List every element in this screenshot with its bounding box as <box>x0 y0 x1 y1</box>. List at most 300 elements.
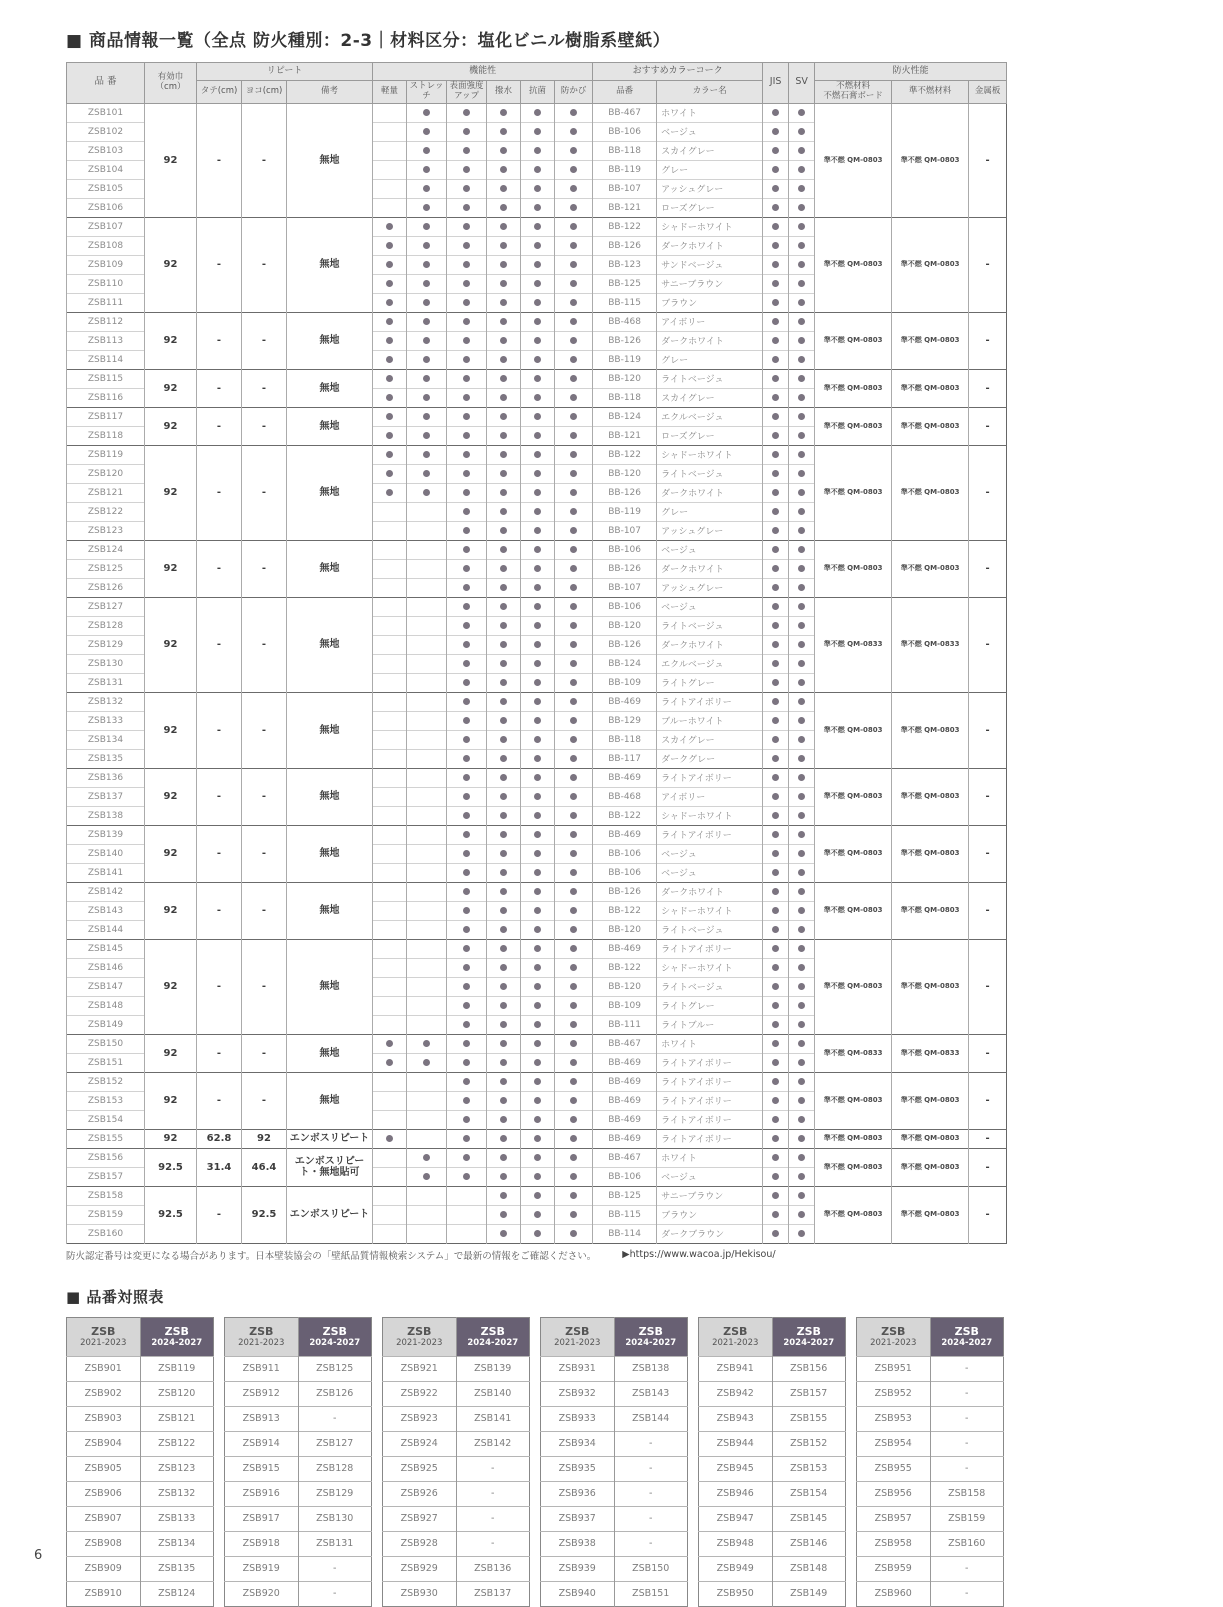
old-code-cell: ZSB944 <box>699 1431 773 1456</box>
dot-icon <box>500 128 507 135</box>
dot-icon <box>463 774 470 781</box>
note-cell: 無地 <box>287 1034 373 1072</box>
function-cell <box>447 958 487 977</box>
new-code-cell: ZSB135 <box>140 1556 214 1581</box>
function-cell <box>373 787 407 806</box>
sv-cell <box>789 958 815 977</box>
old-code-cell: ZSB949 <box>699 1556 773 1581</box>
width-cell: 92 <box>145 768 197 825</box>
comparison-row <box>699 1581 846 1606</box>
dot-icon <box>423 413 430 420</box>
fire-quasi-cell: 準不燃 QM-0803 <box>892 939 969 1034</box>
dot-icon <box>463 128 470 135</box>
old-code-cell: ZSB911 <box>225 1356 299 1381</box>
color-name-cell: ライトアイボリー <box>657 1091 763 1110</box>
product-row <box>67 1072 1007 1091</box>
comparison-row <box>857 1531 1004 1556</box>
product-row <box>67 103 1007 122</box>
function-cell <box>487 673 521 692</box>
color-code-cell: BB-469 <box>593 1072 657 1091</box>
product-code-cell: ZSB157 <box>67 1167 145 1186</box>
comparison-row <box>383 1406 530 1431</box>
product-row <box>67 369 1007 388</box>
dot-icon <box>463 489 470 496</box>
function-cell <box>487 312 521 331</box>
function-cell <box>407 312 447 331</box>
comparison-row <box>699 1531 846 1556</box>
function-cell <box>487 1091 521 1110</box>
dot-icon <box>500 1002 507 1009</box>
function-cell <box>521 1167 555 1186</box>
dot-icon <box>798 1173 805 1180</box>
fire-metal-cell: - <box>969 445 1007 540</box>
function-cell <box>373 920 407 939</box>
new-code-cell: - <box>298 1556 372 1581</box>
new-code-cell: - <box>614 1431 688 1456</box>
dot-icon <box>534 413 541 420</box>
jis-cell <box>763 673 789 692</box>
function-cell <box>555 692 593 711</box>
function-cell <box>447 1224 487 1243</box>
dot-icon <box>570 1154 577 1161</box>
dot-icon <box>534 1078 541 1085</box>
function-cell <box>447 255 487 274</box>
function-cell <box>487 996 521 1015</box>
new-code-cell: ZSB129 <box>298 1481 372 1506</box>
old-code-cell: ZSB930 <box>383 1581 457 1606</box>
fire-quasi-cell: 準不燃 QM-0803 <box>892 217 969 312</box>
function-cell <box>407 1091 447 1110</box>
color-code-cell: BB-468 <box>593 312 657 331</box>
product-row <box>67 597 1007 616</box>
function-cell <box>521 502 555 521</box>
function-cell <box>487 445 521 464</box>
dot-icon <box>798 945 805 952</box>
color-code-cell: BB-119 <box>593 160 657 179</box>
old-code-cell: ZSB905 <box>67 1456 141 1481</box>
function-cell <box>373 559 407 578</box>
dot-icon <box>534 831 541 838</box>
function-cell <box>373 1110 407 1129</box>
dot-icon <box>463 812 470 819</box>
color-name-cell: ライトアイボリー <box>657 1110 763 1129</box>
dot-icon <box>534 128 541 135</box>
product-code-cell: ZSB120 <box>67 464 145 483</box>
function-cell <box>407 1167 447 1186</box>
jis-cell <box>763 407 789 426</box>
dot-icon <box>570 242 577 249</box>
product-row <box>67 540 1007 559</box>
dot-icon <box>500 147 507 154</box>
new-code-cell: - <box>930 1406 1004 1431</box>
dot-icon <box>570 660 577 667</box>
dot-icon <box>798 1002 805 1009</box>
product-code-cell: ZSB128 <box>67 616 145 635</box>
repeat-tate-cell: - <box>197 1186 242 1243</box>
function-cell <box>373 958 407 977</box>
color-name-cell: スカイグレー <box>657 730 763 749</box>
comparison-row <box>383 1506 530 1531</box>
dot-icon <box>570 1002 577 1009</box>
width-cell: 92 <box>145 540 197 597</box>
function-cell <box>521 768 555 787</box>
function-cell <box>407 255 447 274</box>
jis-cell <box>763 578 789 597</box>
old-code-cell: ZSB925 <box>383 1456 457 1481</box>
header-fire-metal: 金属板 <box>969 81 1007 104</box>
product-code-cell: ZSB142 <box>67 882 145 901</box>
dot-icon <box>463 888 470 895</box>
dot-icon <box>570 622 577 629</box>
function-cell <box>555 1034 593 1053</box>
function-cell <box>407 730 447 749</box>
dot-icon <box>500 641 507 648</box>
dot-icon <box>772 451 779 458</box>
function-cell <box>487 749 521 768</box>
comparison-row <box>541 1531 688 1556</box>
fire-quasi-cell: 準不燃 QM-0803 <box>892 445 969 540</box>
fire-noncombustible-cell: 準不燃 QM-0803 <box>815 1129 892 1148</box>
fire-certification-note <box>66 1248 1010 1262</box>
color-code-cell: BB-468 <box>593 787 657 806</box>
new-code-cell: ZSB132 <box>140 1481 214 1506</box>
function-cell <box>407 1186 447 1205</box>
dot-icon <box>534 755 541 762</box>
function-cell <box>447 521 487 540</box>
dot-icon <box>570 356 577 363</box>
jis-cell <box>763 502 789 521</box>
product-row <box>67 1034 1007 1053</box>
dot-icon <box>570 489 577 496</box>
function-cell <box>555 350 593 369</box>
new-code-cell: ZSB149 <box>772 1581 846 1606</box>
dot-icon <box>772 1078 779 1085</box>
function-cell <box>407 958 447 977</box>
fire-quasi-cell: 準不燃 QM-0803 <box>892 1186 969 1243</box>
repeat-yoko-cell: - <box>242 312 287 369</box>
note-cell: 無地 <box>287 1072 373 1129</box>
function-cell <box>407 616 447 635</box>
function-cell <box>407 426 447 445</box>
old-code-cell: ZSB934 <box>541 1431 615 1456</box>
function-cell <box>447 274 487 293</box>
note-cell: エンボスリピート <box>287 1186 373 1243</box>
product-code-cell: ZSB109 <box>67 255 145 274</box>
color-name-cell: エクルベージュ <box>657 407 763 426</box>
function-cell <box>447 312 487 331</box>
color-code-cell: BB-122 <box>593 445 657 464</box>
function-cell <box>447 635 487 654</box>
sv-cell <box>789 141 815 160</box>
function-cell <box>407 1224 447 1243</box>
product-code-cell: ZSB160 <box>67 1224 145 1243</box>
product-row <box>67 445 1007 464</box>
sv-cell <box>789 103 815 122</box>
function-cell <box>555 1053 593 1072</box>
header-func-antibacterial: 抗菌 <box>521 81 555 104</box>
color-code-cell: BB-120 <box>593 977 657 996</box>
dot-icon <box>798 1230 805 1237</box>
repeat-yoko-cell: - <box>242 692 287 768</box>
dot-icon <box>534 546 541 553</box>
function-cell <box>555 1072 593 1091</box>
function-cell <box>555 882 593 901</box>
function-cell <box>487 236 521 255</box>
product-code-cell: ZSB159 <box>67 1205 145 1224</box>
dot-icon <box>463 869 470 876</box>
function-cell <box>447 426 487 445</box>
function-cell <box>555 103 593 122</box>
sv-cell <box>789 407 815 426</box>
dot-icon <box>772 337 779 344</box>
sv-cell <box>789 521 815 540</box>
function-cell <box>555 274 593 293</box>
dot-icon <box>500 375 507 382</box>
function-cell <box>521 1110 555 1129</box>
function-cell <box>521 236 555 255</box>
color-code-cell: BB-119 <box>593 350 657 369</box>
function-cell <box>521 483 555 502</box>
dot-icon <box>772 413 779 420</box>
width-cell: 92 <box>145 882 197 939</box>
color-code-cell: BB-118 <box>593 730 657 749</box>
fire-quasi-cell: 準不燃 QM-0803 <box>892 768 969 825</box>
new-code-cell: ZSB139 <box>456 1356 530 1381</box>
dot-icon <box>500 185 507 192</box>
function-cell <box>407 920 447 939</box>
dot-icon <box>500 470 507 477</box>
function-cell <box>373 407 407 426</box>
product-code-cell: ZSB122 <box>67 502 145 521</box>
dot-icon <box>798 318 805 325</box>
new-code-cell: ZSB131 <box>298 1531 372 1556</box>
dot-icon <box>798 1154 805 1161</box>
function-cell <box>521 559 555 578</box>
product-row <box>67 407 1007 426</box>
dot-icon <box>798 432 805 439</box>
note-cell: エンボスリピート・無地貼可 <box>287 1148 373 1186</box>
comparison-row <box>541 1381 688 1406</box>
sv-cell <box>789 1205 815 1224</box>
jis-cell <box>763 198 789 217</box>
dot-icon <box>772 679 779 686</box>
new-code-cell: ZSB144 <box>614 1406 688 1431</box>
function-cell <box>487 160 521 179</box>
dot-icon <box>798 337 805 344</box>
dot-icon <box>772 869 779 876</box>
function-cell <box>447 540 487 559</box>
product-code-cell: ZSB145 <box>67 939 145 958</box>
dot-icon <box>772 128 779 135</box>
dot-icon <box>798 679 805 686</box>
dot-icon <box>423 394 430 401</box>
dot-icon <box>386 242 393 249</box>
function-cell <box>555 863 593 882</box>
dot-icon <box>772 1097 779 1104</box>
sv-cell <box>789 483 815 502</box>
dot-icon <box>798 546 805 553</box>
dot-icon <box>772 470 779 477</box>
dot-icon <box>386 356 393 363</box>
color-name-cell: アッシュグレー <box>657 521 763 540</box>
dot-icon <box>772 109 779 116</box>
old-code-cell: ZSB919 <box>225 1556 299 1581</box>
product-code-cell: ZSB108 <box>67 236 145 255</box>
new-code-cell: ZSB160 <box>930 1531 1004 1556</box>
old-code-cell: ZSB912 <box>225 1381 299 1406</box>
sv-cell <box>789 1091 815 1110</box>
dot-icon <box>798 1078 805 1085</box>
dot-icon <box>772 603 779 610</box>
dot-icon <box>798 261 805 268</box>
header-fire-noncombustible: 不燃材料 不燃石膏ボード <box>815 81 892 104</box>
product-code-cell: ZSB102 <box>67 122 145 141</box>
dot-icon <box>772 394 779 401</box>
old-code-cell: ZSB904 <box>67 1431 141 1456</box>
sv-cell <box>789 426 815 445</box>
function-cell <box>373 1034 407 1053</box>
dot-icon <box>570 223 577 230</box>
function-cell <box>447 825 487 844</box>
dot-icon <box>798 147 805 154</box>
dot-icon <box>500 413 507 420</box>
function-cell <box>555 1091 593 1110</box>
dot-icon <box>772 831 779 838</box>
function-cell <box>447 1129 487 1148</box>
new-code-cell: ZSB133 <box>140 1506 214 1531</box>
color-name-cell: アイボリー <box>657 312 763 331</box>
old-code-cell: ZSB927 <box>383 1506 457 1531</box>
function-cell <box>447 996 487 1015</box>
function-cell <box>447 1148 487 1167</box>
function-cell <box>447 1072 487 1091</box>
function-cell <box>487 1110 521 1129</box>
jis-cell <box>763 730 789 749</box>
comparison-row <box>857 1406 1004 1431</box>
product-code-cell: ZSB107 <box>67 217 145 236</box>
sv-cell <box>789 1224 815 1243</box>
old-code-cell: ZSB928 <box>383 1531 457 1556</box>
dot-icon <box>423 1173 430 1180</box>
dot-icon <box>500 223 507 230</box>
function-cell <box>521 388 555 407</box>
sv-cell <box>789 768 815 787</box>
product-code-cell: ZSB123 <box>67 521 145 540</box>
new-code-cell: - <box>930 1356 1004 1381</box>
color-name-cell: アイボリー <box>657 787 763 806</box>
function-cell <box>407 350 447 369</box>
fire-metal-cell: - <box>969 217 1007 312</box>
dot-icon <box>423 489 430 496</box>
product-code-cell: ZSB110 <box>67 274 145 293</box>
dot-icon <box>534 793 541 800</box>
new-code-cell: ZSB138 <box>614 1356 688 1381</box>
dot-icon <box>423 318 430 325</box>
dot-icon <box>500 736 507 743</box>
new-code-cell: ZSB137 <box>456 1581 530 1606</box>
function-cell <box>447 1015 487 1034</box>
sv-cell <box>789 597 815 616</box>
old-code-cell: ZSB909 <box>67 1556 141 1581</box>
old-code-cell: ZSB921 <box>383 1356 457 1381</box>
note-cell: 無地 <box>287 407 373 445</box>
arrow-marker-icon: ▶ <box>622 1249 630 1261</box>
header-func-surface: 表面強度アップ <box>447 81 487 104</box>
function-cell <box>521 217 555 236</box>
new-code-cell: - <box>930 1556 1004 1581</box>
dot-icon <box>423 109 430 116</box>
dot-icon <box>798 1192 805 1199</box>
dot-icon <box>423 1040 430 1047</box>
function-cell <box>407 711 447 730</box>
color-name-cell: ダークホワイト <box>657 882 763 901</box>
function-cell <box>555 730 593 749</box>
dot-icon <box>463 204 470 211</box>
old-code-cell: ZSB913 <box>225 1406 299 1431</box>
function-cell <box>555 939 593 958</box>
dot-icon <box>798 527 805 534</box>
color-name-cell: ローズグレー <box>657 426 763 445</box>
function-cell <box>521 1129 555 1148</box>
color-code-cell: BB-126 <box>593 483 657 502</box>
function-cell <box>407 274 447 293</box>
dot-icon <box>500 261 507 268</box>
dot-icon <box>772 565 779 572</box>
function-cell <box>555 521 593 540</box>
comparison-table <box>698 1317 846 1607</box>
function-cell <box>373 1167 407 1186</box>
color-name-cell: サニーブラウン <box>657 274 763 293</box>
dot-icon <box>463 755 470 762</box>
sv-cell <box>789 1129 815 1148</box>
dot-icon <box>798 1021 805 1028</box>
dot-icon <box>534 166 541 173</box>
old-code-cell: ZSB959 <box>857 1556 931 1581</box>
dot-icon <box>463 964 470 971</box>
dot-icon <box>500 1135 507 1142</box>
function-cell <box>447 806 487 825</box>
function-cell <box>447 616 487 635</box>
dot-icon <box>570 128 577 135</box>
dot-icon <box>570 204 577 211</box>
old-code-cell: ZSB923 <box>383 1406 457 1431</box>
function-cell <box>407 369 447 388</box>
color-code-cell: BB-120 <box>593 920 657 939</box>
function-cell <box>555 578 593 597</box>
function-cell <box>487 730 521 749</box>
fire-note-link[interactable]: ▶https://www.wacoa.jp/Hekisou/ <box>622 1249 776 1261</box>
dot-icon <box>772 1211 779 1218</box>
color-name-cell: シャドーホワイト <box>657 901 763 920</box>
function-cell <box>487 768 521 787</box>
dot-icon <box>500 793 507 800</box>
function-cell <box>373 141 407 160</box>
dot-icon <box>386 337 393 344</box>
sv-cell <box>789 445 815 464</box>
dot-icon <box>772 964 779 971</box>
dot-icon <box>500 1192 507 1199</box>
jis-cell <box>763 1224 789 1243</box>
dot-icon <box>463 926 470 933</box>
dot-icon <box>534 299 541 306</box>
function-cell <box>407 825 447 844</box>
new-code-cell: ZSB124 <box>140 1581 214 1606</box>
dot-icon <box>570 147 577 154</box>
dot-icon <box>500 432 507 439</box>
repeat-tate-cell: - <box>197 1072 242 1129</box>
function-cell <box>373 996 407 1015</box>
new-code-cell: ZSB140 <box>456 1381 530 1406</box>
